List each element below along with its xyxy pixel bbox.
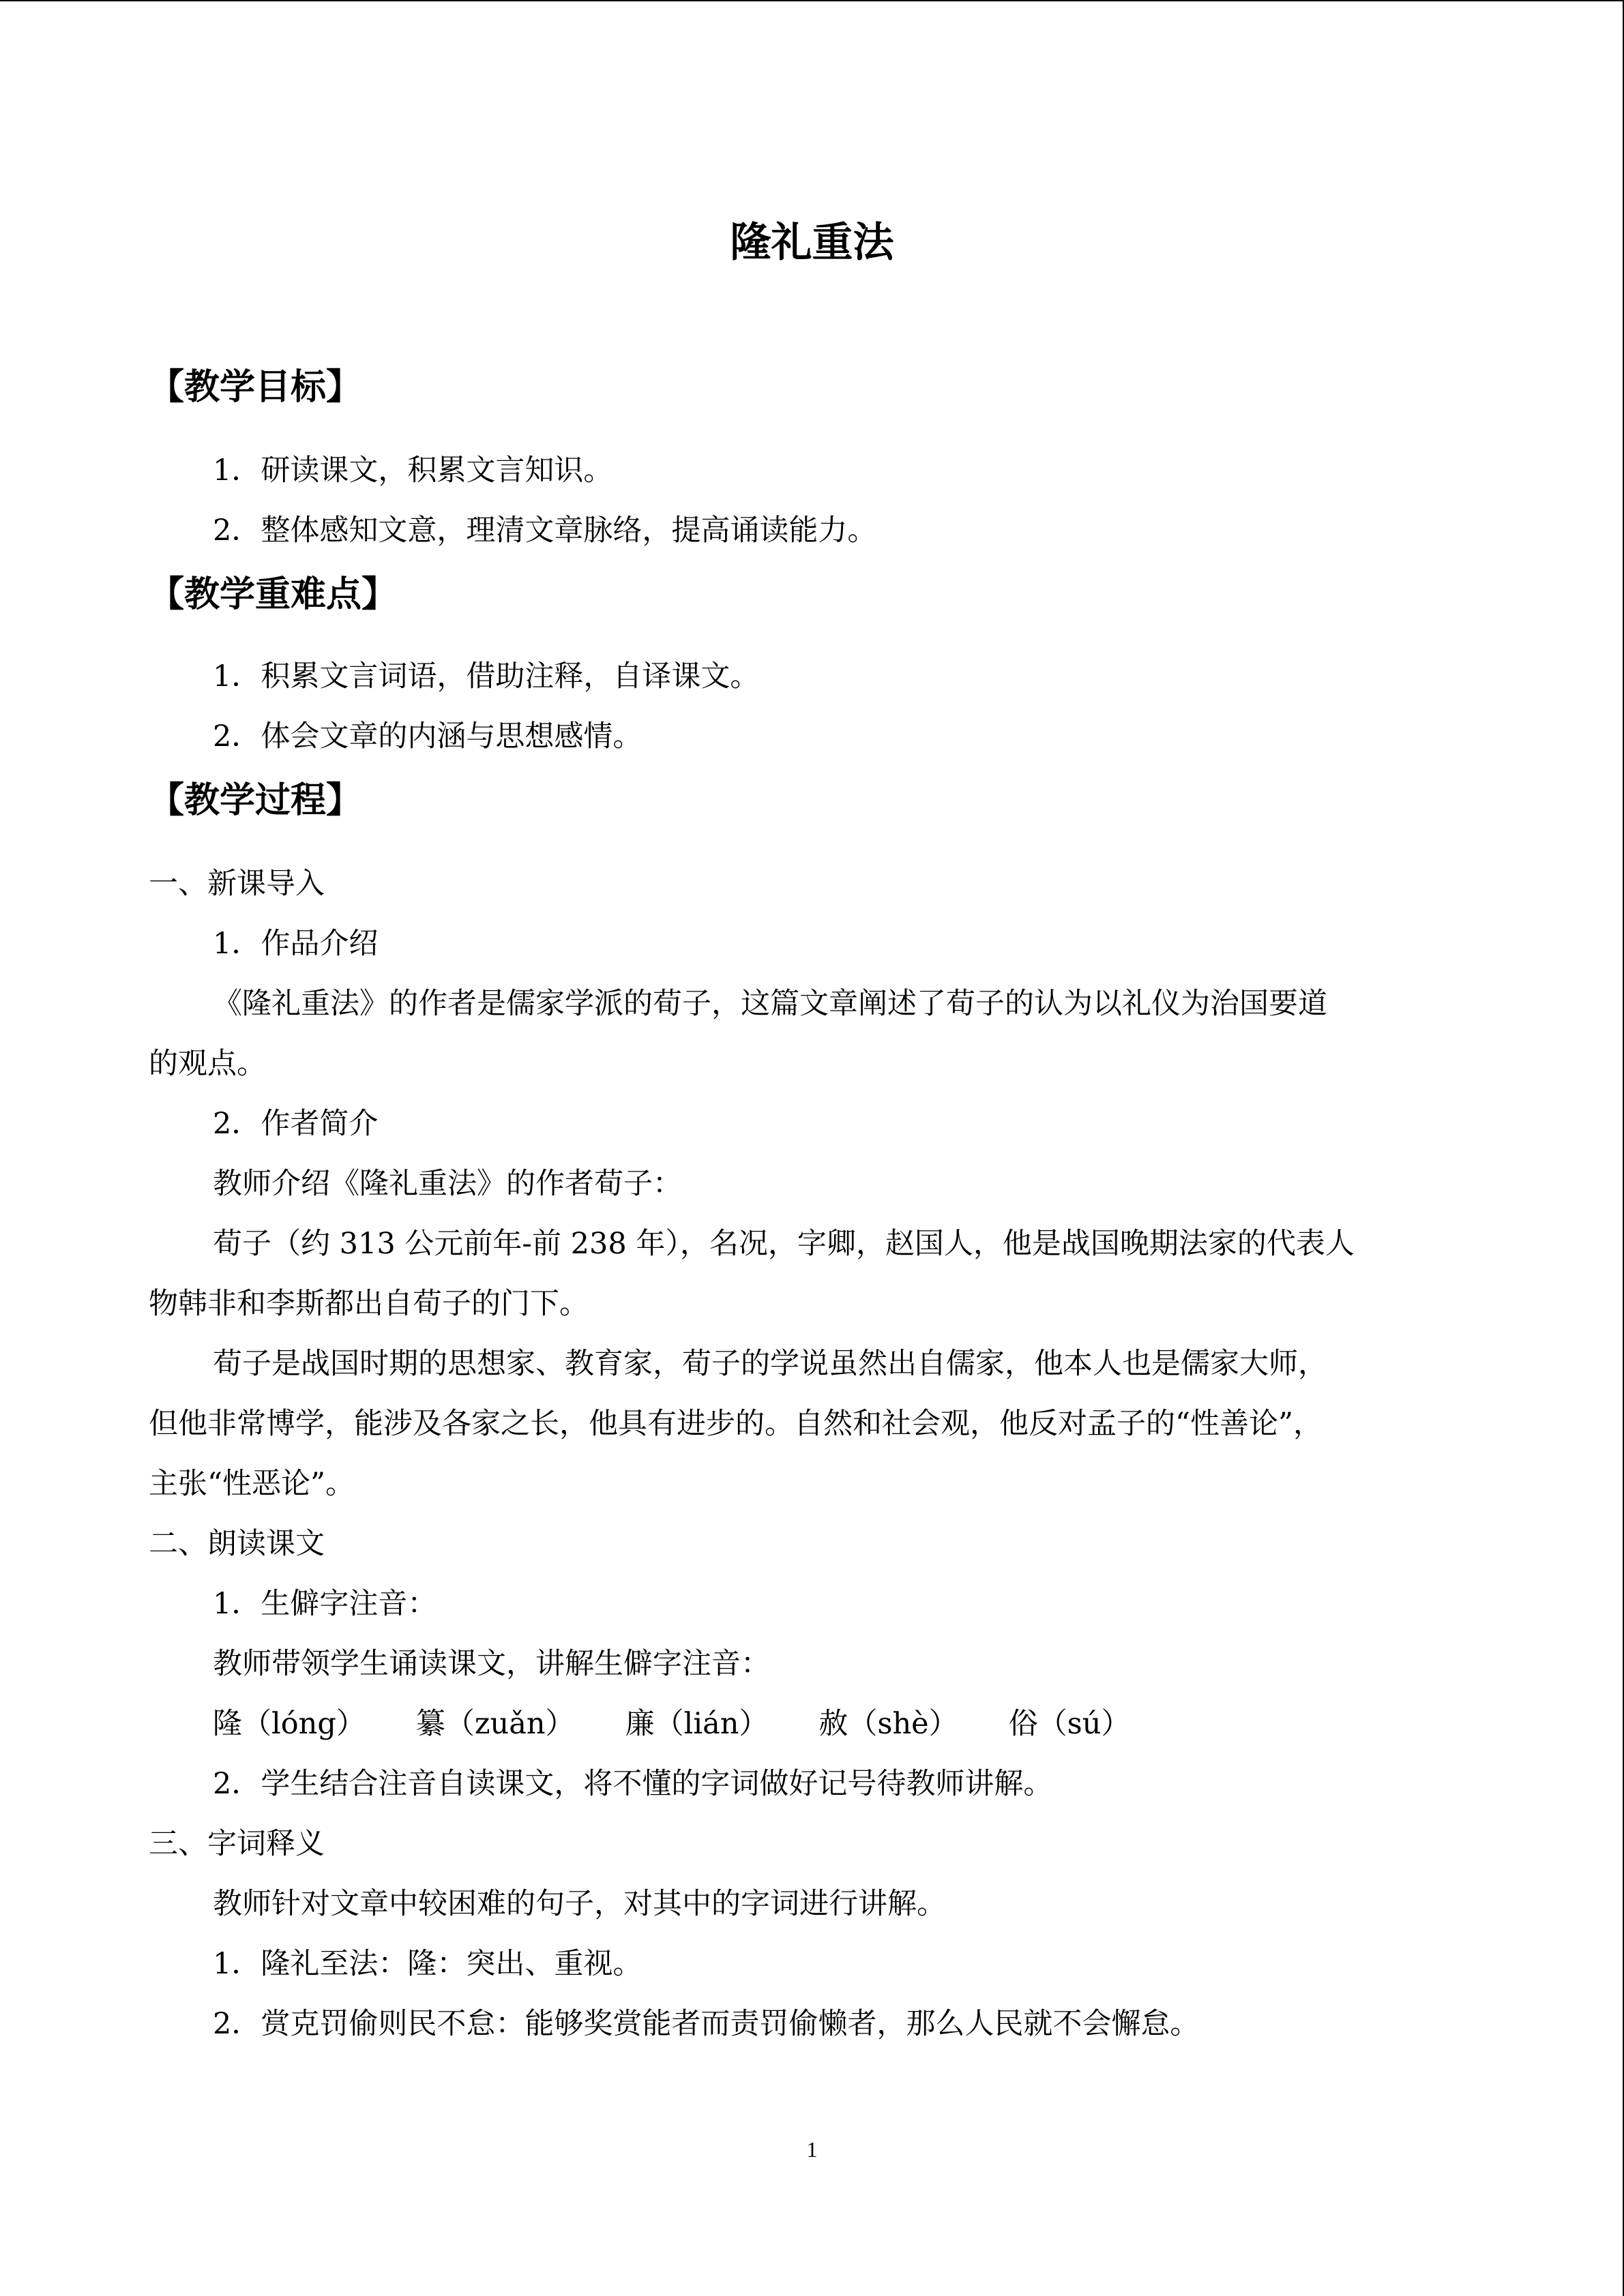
pinyin-item: 廉（lián） <box>625 1707 769 1741</box>
pinyin-item: 纂（zuǎn） <box>415 1707 575 1741</box>
part1-para1-line2: 的观点。 <box>149 1047 266 1081</box>
part1-para4-line1: 荀子是战国时期的思想家、教育家，荀子的学说虽然出自儒家，他本人也是儒家大师， <box>213 1347 1327 1381</box>
document-title: 隆礼重法 <box>730 219 894 267</box>
part3-title: 三、字词释义 <box>149 1827 325 1861</box>
part1-sub2: 2．作者简介 <box>213 1107 379 1141</box>
part1-sub1: 1．作品介绍 <box>213 927 379 961</box>
part3-item1: 1．隆礼至法：隆：突出、重视。 <box>213 1947 643 1981</box>
part2-sub1: 1．生僻字注音： <box>213 1587 437 1621</box>
pinyin-item: 赦（shè） <box>818 1707 958 1741</box>
heading-teaching-process: 【教学过程】 <box>149 780 362 821</box>
goal-item-2: 2．整体感知文意，理清文章脉络，提高诵读能力。 <box>213 513 877 548</box>
part1-para3-line2: 物韩非和李斯都出自荀子的门下。 <box>149 1287 589 1321</box>
heading-key-points: 【教学重难点】 <box>149 574 398 615</box>
part3-item2: 2．赏克罚偷则民不怠：能够奖赏能者而责罚偷懒者，那么人民就不会懈怠。 <box>213 2007 1200 2041</box>
part1-para3-line1: 荀子（约 313 公元前年-前 238 年），名况，字卿，赵国人，他是战国晚期法家的代表人 <box>213 1227 1355 1261</box>
page-number: 1 <box>806 2137 818 2162</box>
part1-para1-line1: 《隆礼重法》的作者是儒家学派的荀子，这篇文章阐述了荀子的认为以礼仪为治国要道 <box>213 987 1327 1021</box>
part1-para2: 教师介绍《隆礼重法》的作者荀子： <box>213 1167 682 1201</box>
part2-para1: 教师带领学生诵读课文，讲解生僻字注音： <box>213 1647 770 1681</box>
key-point-item-2: 2．体会文章的内涵与思想感情。 <box>213 719 643 754</box>
part2-sub2: 2．学生结合注音自读课文，将不懂的字词做好记号待教师讲解。 <box>213 1767 1053 1801</box>
pinyin-item: 隆（lóng） <box>213 1707 366 1741</box>
key-point-item-1: 1．积累文言词语，借助注释，自译课文。 <box>213 659 760 694</box>
part1-para4-line2: 但他非常博学，能涉及各家之长，他具有进步的。自然和社会观，他反对孟子的“性善论”， <box>149 1407 1323 1441</box>
pinyin-item: 俗（sú） <box>1008 1707 1131 1741</box>
goal-item-1: 1．研读课文，积累文言知识。 <box>213 453 613 488</box>
part3-para1: 教师针对文章中较困难的句子，对其中的字词进行讲解。 <box>213 1887 946 1921</box>
part1-para4-line3: 主张“性恶论”。 <box>149 1467 355 1501</box>
part1-title: 一、新课导入 <box>149 867 325 901</box>
heading-teaching-goals: 【教学目标】 <box>149 367 362 408</box>
part2-title: 二、朗读课文 <box>149 1527 325 1561</box>
pinyin-list <box>213 1703 1181 1744</box>
